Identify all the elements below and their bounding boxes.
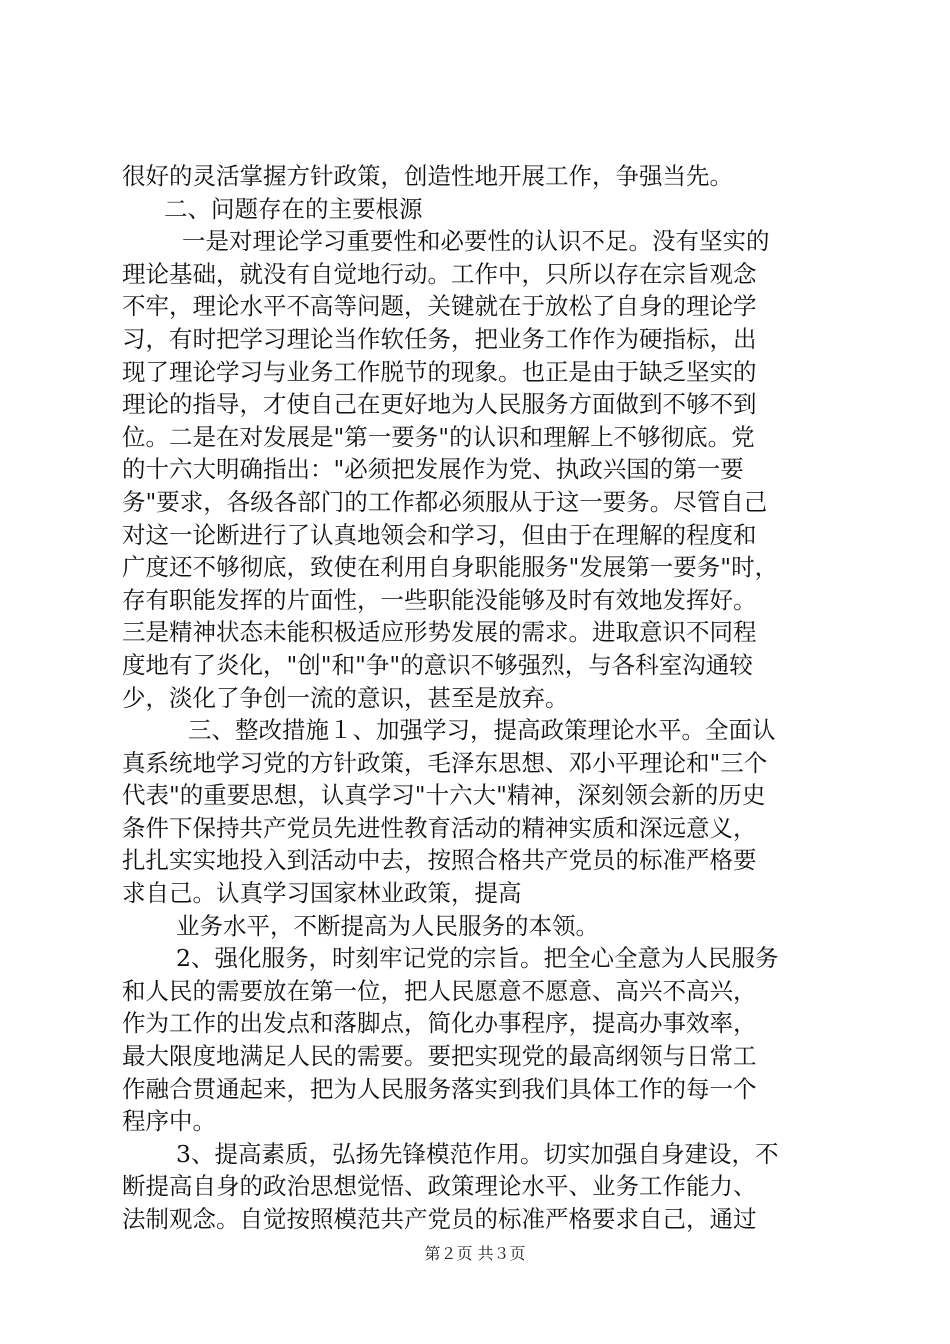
text-line: 最大限度地满足人民的需要。要把实现党的最高纲领与日常工 [122,1042,757,1071]
text-line: 求自己。认真学习国家林业政策，提高 [122,879,522,908]
text-line: 少，淡化了争创一流的意识，甚至是放弃。 [122,683,569,712]
text-line: 理论基础，就没有自觉地行动。工作中，只所以存在宗旨观念 [122,259,757,288]
text-line: 断提高自身的政治思想觉悟、政策理论水平、业务工作能力、 [122,1172,757,1201]
text-line: 位。二是在对发展是"第一要务"的认识和理解上不够彻底。党 [122,422,755,451]
text-line: 业务水平，不断提高为人民服务的本领。 [176,911,599,940]
text-line: 3、提高素质，弘扬先锋模范作用。切实加强自身建设，不 [176,1139,779,1168]
text-line: 存有职能发挥的片面性，一些职能没能够及时有效地发挥好。 [122,585,757,614]
text-line: 一是对理论学习重要性和必要性的认识不足。没有坚实的 [182,227,770,256]
text-line: 条件下保持共产党员先进性教育活动的精神实质和深远意义， [122,813,757,842]
text-line: 的十六大明确指出："必须把发展作为党、执政兴国的第一要 [122,455,744,484]
text-line: 真系统地学习党的方针政策，毛泽东思想、邓小平理论和"三个 [122,748,768,777]
document-body [122,160,834,1236]
text-line: 扎扎实实地投入到活动中去，按照合格共产党员的标准严格要 [122,846,757,875]
text-line: 很好的灵活掌握方针政策，创造性地开展工作，争强当先。 [122,162,733,190]
text-line: 代表"的重要思想，认真学习"十六大"精神，深刻领会新的历史 [122,781,766,810]
page-footer: 第２页 共３页 [424,1244,526,1263]
text-line: 二、问题存在的主要根源 [164,194,423,223]
text-line: 和人民的需要放在第一位，把人民愿意不愿意、高兴不高兴， [122,976,757,1005]
text-line: 理论的指导，才使自己在更好地为人民服务方面做到不够不到 [122,390,757,419]
text-line: 三是精神状态未能积极适应形势发展的需求。进取意识不同程 [122,618,757,647]
text-line: 法制观念。自觉按照模范共产党员的标准严格要求自己，通过 [122,1205,757,1233]
text-line: 作为工作的出发点和落脚点，简化办事程序，提高办事效率， [122,1009,757,1038]
text-line: 对这一论断进行了认真地领会和学习，但由于在理解的程度和 [122,520,757,549]
text-line: 习，有时把学习理论当作软任务，把业务工作作为硬指标，出 [122,324,757,353]
text-line: 2、强化服务，时刻牢记党的宗旨。把全心全意为人民服务 [176,944,779,973]
text-line: 广度还不够彻底，致使在利用自身职能服务"发展第一要务"时， [122,553,779,582]
text-line: 务"要求，各级各部门的工作都必须服从于这一要务。尽管自己 [122,487,768,516]
text-line: 不牢，理论水平不高等问题，关键就在于放松了自身的理论学 [122,292,757,321]
text-line: 现了理论学习与业务工作脱节的现象。也正是由于缺乏坚实的 [122,357,757,386]
text-line: 作融合贯通起来，把为人民服务落实到我们具体工作的每一个 [122,1074,757,1103]
text-line: 程序中。 [122,1107,216,1136]
text-line: 三、整改措施１、加强学习，提高政策理论水平。全面认 [188,716,776,745]
text-line: 度地有了炎化，"创"和"争"的意识不够强烈，与各科室沟通较 [122,650,753,679]
